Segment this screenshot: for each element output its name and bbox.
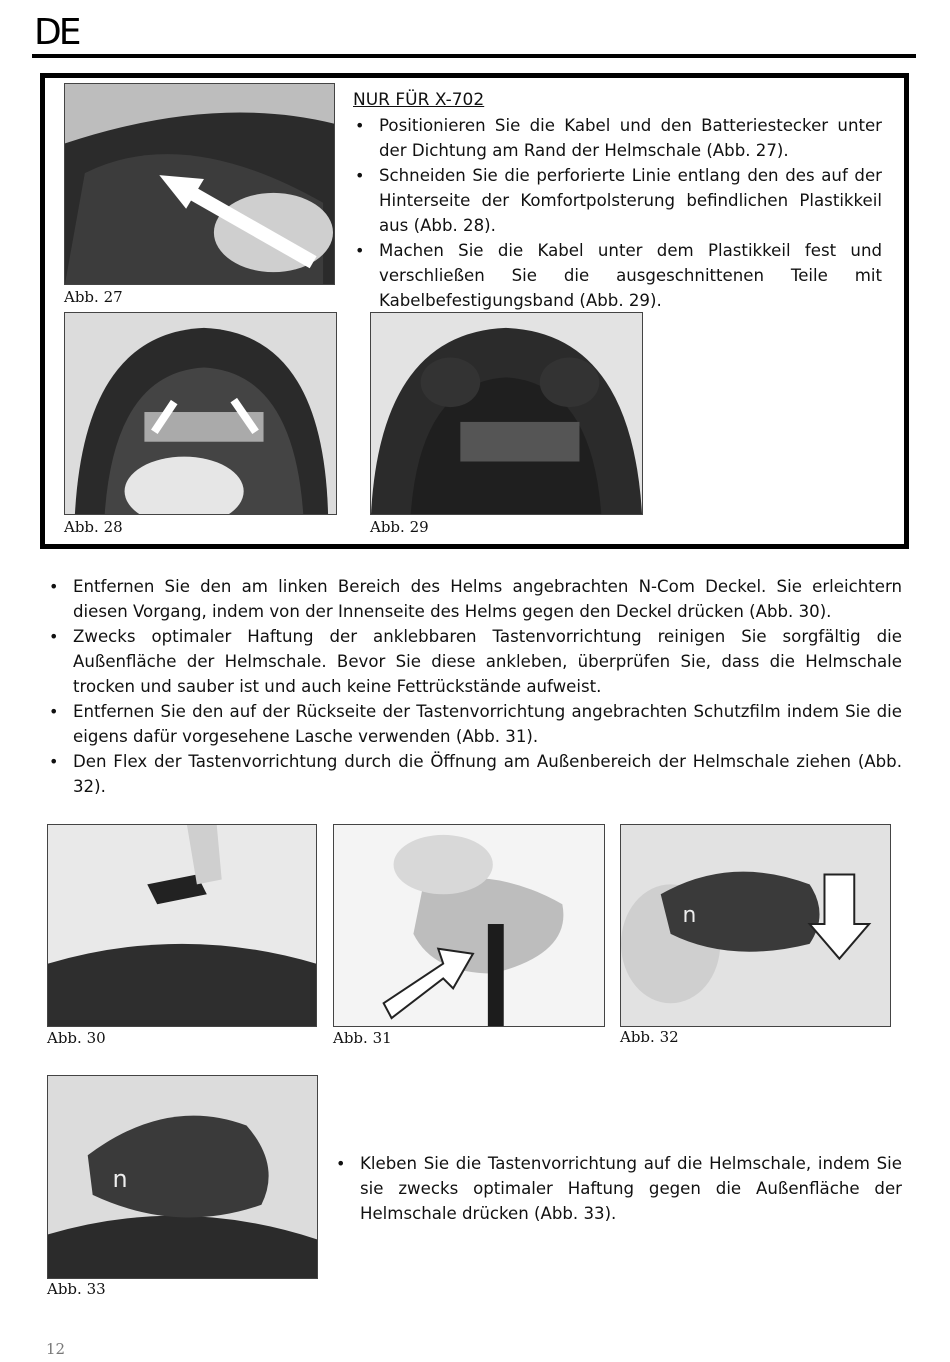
figure-29-photo: [370, 312, 643, 515]
figure-31-caption: Abb. 31: [333, 1029, 392, 1047]
final-bullet-list: [334, 1151, 902, 1226]
svg-text:n: n: [682, 903, 697, 929]
svg-text:n: n: [112, 1164, 128, 1193]
list-item: • Machen Sie die Kabel unter dem Plastikkeil fest und verschließen Sie die ausgeschnittenen Teile mit Kabelbefestigungsband (Abb. 29).: [353, 238, 882, 313]
figure-30-photo: [47, 824, 317, 1027]
box-bullet-list: [353, 113, 882, 313]
figure-30-caption: Abb. 30: [47, 1029, 106, 1047]
page-number: 12: [46, 1340, 66, 1358]
box-title: NUR FÜR X-702: [353, 90, 485, 110]
figure-28-photo: [64, 312, 337, 515]
figure-29-caption: Abb. 29: [370, 518, 429, 536]
figure-27-photo: [64, 83, 335, 285]
list-item: • Schneiden Sie die perforierte Linie entlang den des auf der Hinterseite der Komfortpolsterung befindlichen Plastikkeil aus (Abb. 28).: [353, 163, 882, 238]
list-item: • Entfernen Sie den auf der Rückseite der Tastenvorrichtung angebrachten Schutzfilm indem Sie die eigens dafür vorgesehene Lasche verwenden (Abb. 31).: [47, 699, 902, 749]
figure-31-photo: [333, 824, 605, 1027]
language-code: DE: [34, 12, 79, 53]
list-item: • Zwecks optimaler Haftung der anklebbaren Tastenvorrichtung reinigen Sie sorgfältig die Außenfläche der Helmschale. Bevor Sie diese ankleben, überprüfen Sie, dass die Helmschale trocken und sauber ist und auch keine Fettrückstände aufweist.: [47, 624, 902, 699]
header-rule: [32, 54, 916, 58]
main-bullet-list: [47, 574, 902, 799]
figure-33-photo: [47, 1075, 318, 1279]
figure-33-caption: Abb. 33: [47, 1280, 106, 1298]
figure-32-photo: [620, 824, 891, 1027]
list-item: • Positionieren Sie die Kabel und den Batteriestecker unter der Dichtung am Rand der Helmschale (Abb. 27).: [353, 113, 882, 163]
figure-32-caption: Abb. 32: [620, 1028, 679, 1046]
list-item: • Kleben Sie die Tastenvorrichtung auf die Helmschale, indem Sie sie zwecks optimaler Haftung gegen die Außenfläche der Helmschale drücken (Abb. 33).: [334, 1151, 902, 1226]
list-item: • Entfernen Sie den am linken Bereich des Helms angebrachten N-Com Deckel. Sie erleichtern diesen Vorgang, indem von der Innenseite des Helms gegen den Deckel drücken (Abb. 30).: [47, 574, 902, 624]
figure-28-caption: Abb. 28: [64, 518, 123, 536]
figure-27-caption: Abb. 27: [64, 288, 123, 306]
list-item: • Den Flex der Tastenvorrichtung durch die Öffnung am Außenbereich der Helmschale ziehen (Abb. 32).: [47, 749, 902, 799]
